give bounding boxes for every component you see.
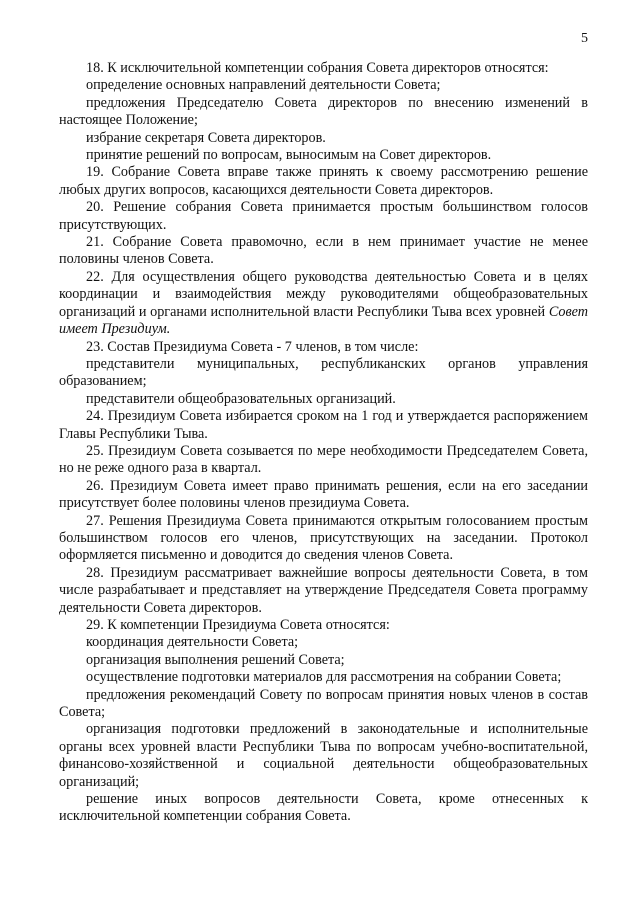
list-item: представители общеобразовательных организаций. [86,390,396,407]
paragraph-21: 21. Собрание Совета правомочно, если в нем принимает участие не менее половины членов Совета. [59,234,588,268]
page-number: 5 [581,31,588,46]
list-item: принятие решений по вопросам, выносимым на Совет директоров. [86,147,492,164]
paragraph-26: 26. Президиум Совета имеет право принимать решения, если на его заседании присутствует более половины членов президиума Совета. [59,477,588,512]
paragraph-25: 25. Президиум Совета созывается по мере необходимости Председателем Совета, но не реже одного раза в квартал. [59,442,588,477]
list-item: организация выполнения решений Совета; [86,651,345,668]
list-item: определение основных направлений деятельности Совета; [86,77,441,94]
paragraph-22-italic: Совет имеет Президиум. [59,303,588,338]
document-body [59,60,588,826]
list-item: предложения Председателю Совета директоров по внесению изменений в настоящее Положение; [59,94,588,129]
paragraph-29: 29. К компетенции Президиума Совета относятся: [86,617,390,633]
list-item: предложения рекомендаций Совету по вопросам принятия новых членов в состав Совета; [59,686,588,721]
paragraph-24: 24. Президиум Совета избирается сроком на 1 год и утверждается распоряжением Главы Республики Тыва. [59,408,588,442]
paragraph-18: 18. К исключительной компетенции собрания Совета директоров относятся: [86,60,549,76]
paragraph-22-text: 22. Для осуществления общего руководства деятельностью Совета и в целях координации и взаимодействия между руководителями общеобразовательных организаций и органами исполнительной власти Республики Тыва всех уровней [59,268,588,320]
list-item: координация деятельности Совета; [86,634,299,651]
list-item: осуществление подготовки материалов для рассмотрения на собрании Совета; [86,669,562,686]
paragraph-23: 23. Состав Президиума Совета - 7 членов, в том числе: [86,338,419,355]
list-item: представители муниципальных, республиканских органов управления образованием; [59,355,588,390]
paragraph-27: 27. Решения Президиума Совета принимаются открытым голосованием простым большинством голосов его членов, присутствующих на заседании. Протокол оформляется письменно и доводится до сведения членов Совета. [59,512,588,564]
paragraph-28: 28. Президиум рассматривает важнейшие вопросы деятельности Совета, в том числе разрабатывает и представляет на утверждение Председателя Совета программу деятельности Совета директоров. [59,564,588,616]
paragraph-22 [59,269,588,339]
paragraph-19: 19. Собрание Совета вправе также принять к своему рассмотрению решение любых других вопросов, касающихся деятельности Совета директоров. [59,164,588,198]
list-item: решение иных вопросов деятельности Совета, кроме отнесенных к исключительной компетенции собрания Совета. [59,791,588,825]
paragraph-20: 20. Решение собрания Совета принимается простым большинством голосов присутствующих. [59,199,588,233]
list-item: избрание секретаря Совета директоров. [86,129,326,146]
list-item: организация подготовки предложений в законодательные и исполнительные органы всех уровней власти Республики Тыва по вопросам учебно-воспитательной, финансово-хозяйственной и социальной деятельности общеобразовательных организаций; [59,721,588,790]
